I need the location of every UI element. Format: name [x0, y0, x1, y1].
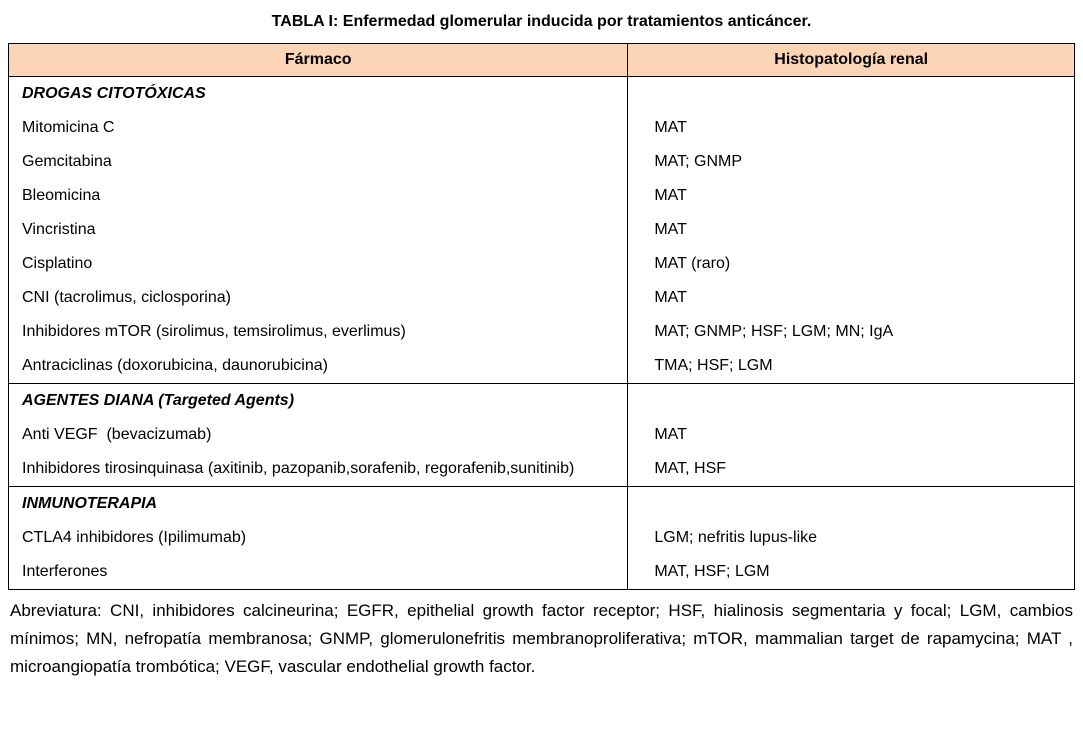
- farmaco-cell: Interferones: [9, 555, 628, 590]
- histopatologia-cell: MAT: [628, 179, 1075, 213]
- farmaco-cell: Gemcitabina: [9, 145, 628, 179]
- table-row: [9, 555, 1075, 590]
- farmaco-cell: Anti VEGF (bevacizumab): [9, 418, 628, 452]
- table-row: [9, 521, 1075, 555]
- histopatologia-cell: LGM; nefritis lupus-like: [628, 521, 1075, 555]
- section-empty-cell: [628, 384, 1075, 419]
- histopatologia-cell: MAT; GNMP; HSF; LGM; MN; IgA: [628, 315, 1075, 349]
- histopatologia-cell: MAT (raro): [628, 247, 1075, 281]
- section-empty-cell: [628, 77, 1075, 112]
- histopatologia-cell: MAT, HSF; LGM: [628, 555, 1075, 590]
- section-empty-cell: [628, 487, 1075, 522]
- section-label: INMUNOTERAPIA: [9, 487, 628, 522]
- histopatologia-cell: MAT; GNMP: [628, 145, 1075, 179]
- farmaco-cell: CNI (tacrolimus, ciclosporina): [9, 281, 628, 315]
- farmaco-cell: Inhibidores mTOR (sirolimus, temsirolimus, everlimus): [9, 315, 628, 349]
- column-header-histopatologia: Histopatología renal: [628, 44, 1075, 77]
- section-header-row: [9, 487, 1075, 522]
- farmaco-cell: CTLA4 inhibidores (Ipilimumab): [9, 521, 628, 555]
- table-row: [9, 418, 1075, 452]
- table-row: [9, 281, 1075, 315]
- section-header-row: [9, 77, 1075, 112]
- header-row: [9, 44, 1075, 77]
- section-header-row: [9, 384, 1075, 419]
- histopatologia-cell: MAT: [628, 281, 1075, 315]
- table-body: [9, 77, 1075, 590]
- table-row: [9, 247, 1075, 281]
- table-row: [9, 179, 1075, 213]
- histopatologia-cell: MAT: [628, 111, 1075, 145]
- table-row: [9, 349, 1075, 384]
- farmaco-cell: Cisplatino: [9, 247, 628, 281]
- column-header-farmaco: Fármaco: [9, 44, 628, 77]
- farmaco-cell: Antraciclinas (doxorubicina, daunorubicina): [9, 349, 628, 384]
- table-row: [9, 111, 1075, 145]
- section-label: AGENTES DIANA (Targeted Agents): [9, 384, 628, 419]
- histopatologia-cell: MAT: [628, 418, 1075, 452]
- farmaco-cell: Vincristina: [9, 213, 628, 247]
- histopatologia-cell: TMA; HSF; LGM: [628, 349, 1075, 384]
- farmaco-cell: Inhibidores tirosinquinasa (axitinib, pazopanib,sorafenib, regorafenib,sunitinib): [9, 452, 628, 487]
- table-row: [9, 213, 1075, 247]
- abbreviations-footnote: Abreviatura: CNI, inhibidores calcineurina; EGFR, epithelial growth factor receptor; HSF, hialinosis segmentaria y focal; LGM, cambios mínimos; MN, nefropatía membranosa; GNMP, glomerulonefritis membranoproliferativa; mTOR, mammalian target de rapamycina; MAT , microangiopatía trombótica; VEGF, vascular endothelial growth factor.: [10, 601, 1073, 676]
- table-row: [9, 315, 1075, 349]
- table-title: TABLA I: Enfermedad glomerular inducida por tratamientos anticáncer.: [271, 13, 812, 30]
- section-label: DROGAS CITOTÓXICAS: [9, 77, 628, 112]
- table-row: [9, 452, 1075, 487]
- farmaco-cell: Mitomicina C: [9, 111, 628, 145]
- histopatologia-cell: MAT, HSF: [628, 452, 1075, 487]
- histopatologia-cell: MAT: [628, 213, 1075, 247]
- farmaco-cell: Bleomicina: [9, 179, 628, 213]
- drug-histopathology-table: [8, 43, 1075, 590]
- table-row: [9, 145, 1075, 179]
